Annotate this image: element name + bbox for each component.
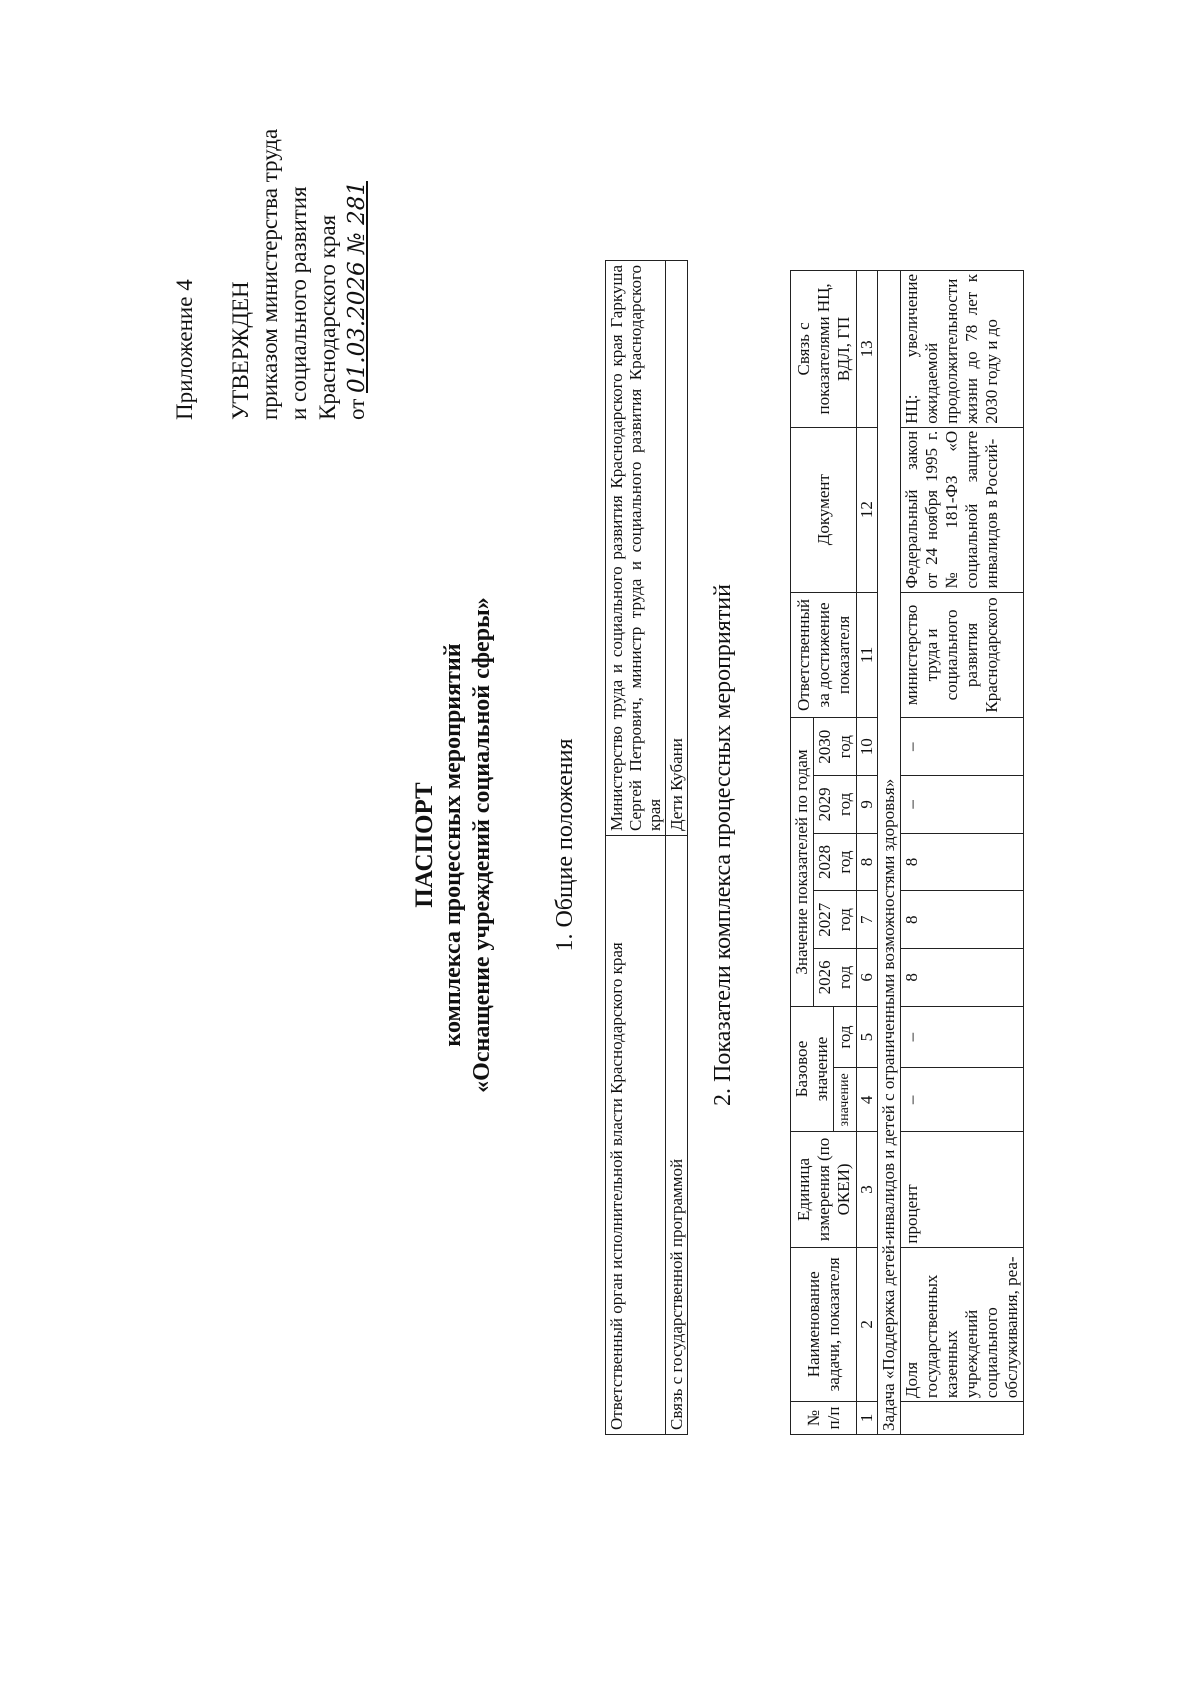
column-header: Связь с показателями НЦ, ВДЛ, ГП [791,271,857,428]
table-row [666,261,688,1435]
appendix-label: Приложение 4 [172,279,197,420]
base-value-cell: – [901,1068,1024,1132]
link-cell: НЦ: увеличение ожидаемой продолжительности жизни до 78 лет к 2030 году и до [901,271,1024,428]
column-number: 1 [857,1402,878,1435]
title-line-1: ПАСПОРТ [411,782,438,908]
column-number: 7 [857,891,878,949]
column-number: 3 [857,1132,878,1247]
indicators-table [790,270,1024,1435]
document-cell: Федеральный закон от 24 ноября 1995 г. № 181-ФЗ «О социальной защите инвалидов в Россий- [901,427,1024,592]
column-header: Документ [791,427,857,592]
title-line-3: «Оснащение учреждений социальной сферы» [469,597,495,1093]
base-year-cell: – [901,1006,1024,1068]
title-line-2: комплекса процессных мероприятий [440,643,466,1047]
column-number-row [857,271,878,1435]
column-number: 10 [857,718,878,776]
value-2030: – [901,718,1024,776]
value-2029: – [901,776,1024,834]
column-header: Наименование задачи, показателя [791,1247,857,1401]
column-header: 2029 год [814,776,857,834]
column-header: 2026 год [814,949,857,1007]
value-2028: 8 [901,833,1024,891]
column-number: 9 [857,776,878,834]
approved-label: УТВЕРЖДЕН [228,281,253,420]
date-prefix: от [344,398,369,420]
table-cell: Связь с государственной программой [666,836,688,1435]
approval-line-1: приказом министерства труда [257,128,282,420]
column-header: 2027 год [814,891,857,949]
table-row [901,271,1024,1435]
task-row [878,271,901,1435]
column-header: Единица измерения (по ОКЕИ) [791,1132,857,1247]
column-number: 13 [857,271,878,428]
value-2026: 8 [901,949,1024,1007]
column-header: 2030 год [814,718,857,776]
document-title [410,0,497,1690]
approval-line-2: и социального развития [286,186,311,420]
column-number: 5 [857,1006,878,1068]
column-header: 2028 год [814,833,857,891]
approval-date-line [342,90,372,420]
column-number: 6 [857,949,878,1007]
value-2027: 8 [901,891,1024,949]
column-header: Ответственный за достижение показателя [791,592,857,718]
column-number: 8 [857,833,878,891]
section-1-heading: 1. Общие положения [552,738,578,952]
table-cell: Ответственный орган исполнительной власти Краснодарского края [606,836,666,1435]
column-number: 4 [857,1068,878,1132]
unit-cell: процент [901,1132,1024,1247]
table-cell: Министерство труда и социального развития Краснодарского края Гаркуша Сергей Петрович, министр труда и социального развития Краснодарского края [606,261,666,836]
column-header: № п/п [791,1402,857,1435]
approval-line-3: Краснодарского края [315,214,340,420]
responsible-cell: министерство труда и социального развития Краснодарского [901,592,1024,718]
table-cell: Дети Кубани [666,261,688,836]
column-number: 11 [857,592,878,718]
approval-block [170,90,372,420]
column-header: Значение показателей по годам [791,718,814,1006]
table-row [606,261,666,1435]
column-header: год [834,1006,857,1068]
header-row [791,271,814,1435]
task-title: Задача «Поддержка детей-инвалидов и детей с ограниченными возможностями здоровья» [878,271,901,1435]
column-number: 12 [857,427,878,592]
general-provisions-table [605,260,688,1435]
section-2-heading: 2. Показатели комплекса процессных мероприятий [710,584,736,1107]
indicator-name: Доля государственных казенных учреждений социального обслуживания, реа- [901,1247,1024,1401]
handwritten-date-number: 01.03.2026 № 281 [344,181,370,393]
column-number: 2 [857,1247,878,1401]
column-header: Базовое значение [791,1006,834,1132]
row-number [901,1402,1024,1435]
column-header: значение [834,1068,857,1132]
